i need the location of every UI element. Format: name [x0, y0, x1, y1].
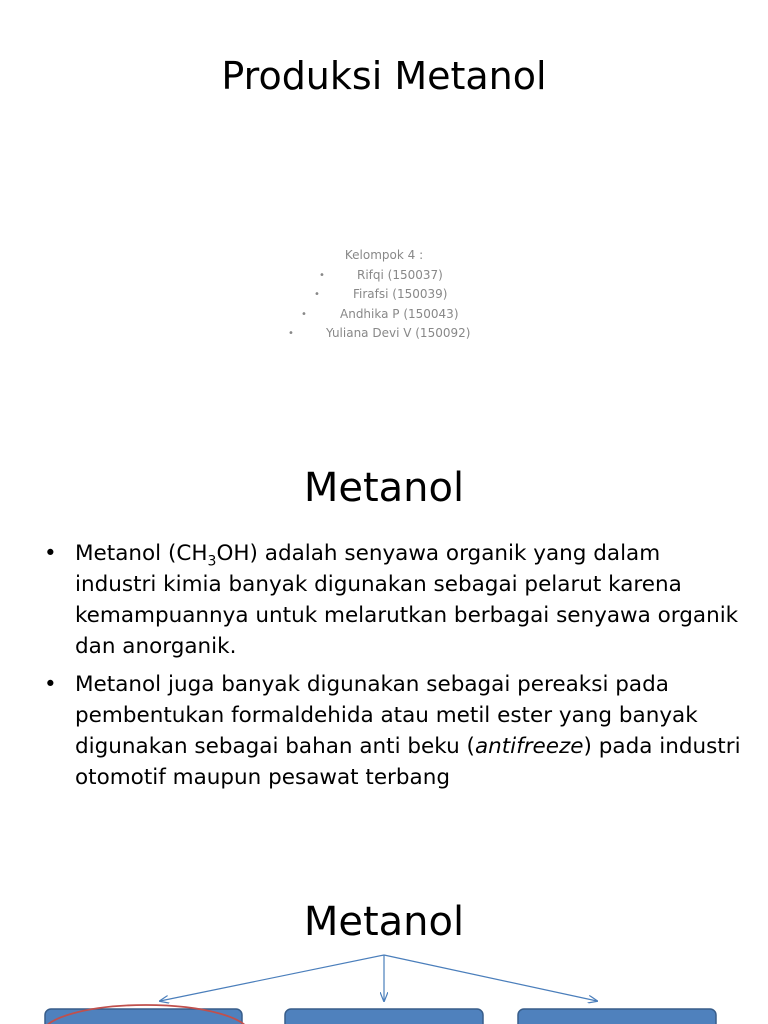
slide-title — [0, 0, 768, 440]
bullet-text-part: ) pada industri otomotif maupun pesawat terbang — [75, 734, 741, 790]
slide-heading: Metanol — [303, 899, 465, 945]
member-item — [0, 324, 768, 344]
bullet-icon: • — [44, 672, 57, 697]
bullet-text-part: Metanol juga banyak digunakan sebagai pereaksi pada pembentukan formaldehida atau metil ester yang banyak digunakan sebagai bahan anti beku ( — [75, 672, 698, 759]
diagram-box-right — [518, 1009, 716, 1024]
slide-title-heading: Produksi Metanol — [221, 54, 547, 98]
slide-metanol-diagram — [0, 870, 768, 1024]
bullet-icon: • — [314, 289, 320, 300]
slide-heading: Metanol — [303, 465, 465, 511]
member-item — [0, 285, 768, 305]
bullet-text-part: OH) adalah senyawa organik yang dalam industri kimia banyak digunakan sebagai pelarut karena kemampuannya untuk melarutkan berbagai senyawa organik dan anorganik. — [75, 541, 739, 659]
member-item — [0, 305, 768, 325]
group-label: Kelompok 4 : — [344, 248, 424, 262]
bullet-item — [44, 538, 744, 662]
group-member-list — [0, 246, 768, 344]
member-name: Yuliana Devi V (150092) — [326, 326, 471, 340]
subscript-text: 3 — [207, 553, 217, 570]
bullet-list — [44, 538, 744, 800]
bullet-icon: • — [301, 308, 307, 320]
member-name: Rifqi (150037) — [357, 267, 443, 282]
member-item — [0, 266, 768, 286]
diagram-arrow-left — [160, 955, 384, 1001]
bullet-icon: • — [44, 541, 57, 566]
slide-metanol-definition — [0, 440, 768, 860]
italic-term: antifreeze — [474, 734, 584, 759]
member-name: Andhika P (150043) — [340, 306, 459, 321]
diagram-arrow-right — [384, 955, 597, 1001]
bullet-item — [44, 669, 744, 793]
bullet-icon: • — [288, 328, 294, 339]
diagram-box-center — [285, 1009, 483, 1024]
bullet-icon: • — [319, 269, 325, 281]
bullet-text-part: Metanol (CH — [75, 541, 208, 566]
member-name: Firafsi (150039) — [353, 287, 448, 301]
